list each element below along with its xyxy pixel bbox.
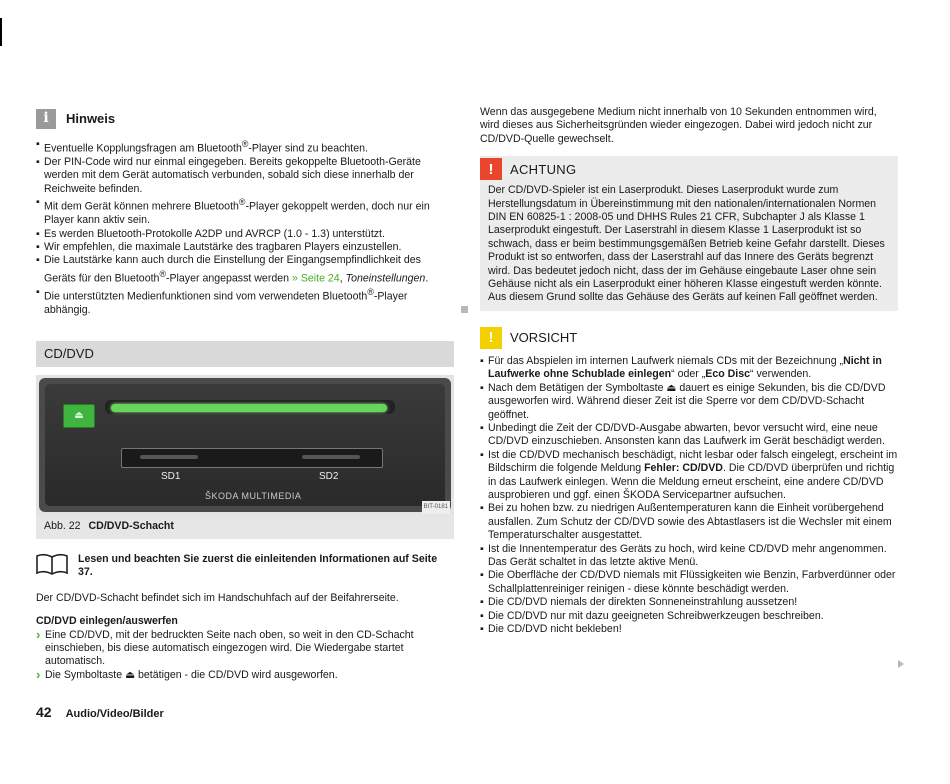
sd1-slot (140, 455, 198, 459)
list-item: ▪ Eventuelle Kopplungsfragen am Bluetooth®-Player sind zu beachten. (36, 138, 454, 156)
cd-slot (111, 404, 387, 412)
list-item: ▪ Es werden Bluetooth-Protokolle A2DP und AVRCP (1.0 - 1.3) unterstützt. (36, 228, 454, 241)
hint-list (36, 138, 454, 317)
insert-heading: CD/DVD einlegen/auswerfen (36, 615, 178, 628)
step-item: › Eine CD/DVD, mit der bedruckten Seite nach oben, so weit in den CD-Schacht einschieben, bis diese automatisch eingezogen wird. Die Wiedergabe startet automatisch. (36, 629, 454, 669)
read-first-text: Lesen und beachten Sie zuerst die einleitenden Informationen auf Seite 37. (78, 553, 438, 579)
sd2-slot (302, 455, 360, 459)
insert-steps (36, 629, 454, 683)
read-first-note (36, 553, 454, 580)
list-item: ▪ Mit dem Gerät können mehrere Bluetooth®-Player gekoppelt werden, doch nur ein Player kann aktiv sein. (36, 196, 454, 227)
caution-list (480, 355, 898, 637)
warning-title: ACHTUNG (510, 161, 577, 177)
sd1-label: SD1 (161, 471, 181, 482)
intro-paragraph: Der CD/DVD-Schacht befindet sich im Handschuhfach auf der Beifahrerseite. (36, 591, 399, 604)
figure-caption (36, 515, 454, 539)
list-item: ▪ Die CD/DVD nur mit dazu geeigneten Schreibwerkzeugen beschreiben. (480, 610, 898, 623)
eject-button: ⏏ (63, 404, 95, 428)
figure-id: BIT-0181 (422, 501, 450, 514)
list-item: ▪ Für das Abspielen im internen Laufwerk niemals CDs mit der Bezeichnung „Nicht in Laufwerke ohne Schublade einlegen“ oder „Eco Disc“ verwenden. (480, 355, 898, 382)
list-item: ▪ Der PIN-Code wird nur einmal eingegeben. Bereits gekoppelte Bluetooth-Geräte werden mit dem Gerät automatisch verbunden, sobald sich diese innerhalb der Reichweite befinden. (36, 156, 454, 196)
list-item: ▪ Unbedingt die Zeit der CD/DVD-Ausgabe abwarten, bevor versucht wird, eine neue CD/DVD einzuschieben. Ansonsten kann das Laufwerk im Gerät beschädigt werden. (480, 422, 898, 449)
caption-number: Abb. 22 (44, 520, 81, 533)
left-column (36, 106, 454, 682)
info-icon: i (36, 109, 56, 129)
list-item: ▪ Nach dem Betätigen der Symboltaste ⏏ dauert es einige Sekunden, bis die CD/DVD ausgeworfen wird. Während dieser Zeit ist die Sperre vor dem CD/DVD-Schacht geöffnet. (480, 382, 898, 422)
warning-icon: ! (480, 158, 502, 180)
list-item: ▪ Ist die CD/DVD mechanisch beschädigt, nicht lesbar oder falsch eingelegt, erscheint im Bildschirm die folgende Meldung Fehler: CD/DVD. Die CD/DVD überprüfen und richtig in das Laufwerk einlegen. Wenn die Meldung erneut erscheint, eine andere CD/DVD ausprobieren und ggf. einen ŠKODA Servicepartner aufsuchen. (480, 449, 898, 503)
list-item: ▪ Wir empfehlen, die maximale Lautstärke des tragbaren Players einzustellen. (36, 241, 454, 254)
list-item: ▪ Die Oberfläche der CD/DVD niemals mit Flüssigkeiten wie Benzin, Farbverdünner oder Schallplattenreiniger reinigen - diese könnte beschädigt werden. (480, 569, 898, 596)
continue-arrow-icon (898, 660, 904, 668)
page-number: 42 (36, 704, 52, 720)
page-footer (36, 706, 164, 721)
step-item: › Die Symboltaste ⏏ betätigen - die CD/DVD wird ausgeworfen. (36, 669, 454, 682)
caution-title: VORSICHT (510, 330, 578, 346)
list-item: ▪ Bei zu hohen bzw. zu niedrigen Außentemperaturen kann die Einheit vorübergehend ausfallen. Zum Schutz der CD/DVD sowie des Abtastlasers ist die Wechsler mit einem Temperaturschalter ausgestattet. (480, 502, 898, 542)
caution-header (480, 325, 898, 351)
hint-title: Hinweis (66, 111, 116, 127)
warning-header (480, 156, 898, 182)
cd-dvd-slot-figure (36, 375, 454, 515)
hint-header (36, 106, 454, 132)
caution-icon: ! (480, 327, 502, 349)
section-title: CD/DVD (36, 341, 454, 367)
crop-mark (0, 18, 2, 46)
list-item: ▪ Die CD/DVD nicht bekleben! (480, 623, 898, 636)
caption-title: CD/DVD-Schacht (88, 520, 174, 533)
warning-text: Der CD/DVD-Spieler ist ein Laserprodukt. Dieses Laserprodukt wurde zum Herstellungsdatum in Übereinstimmung mit den nationalen/internationalen Normen DIN EN 60825-1 : 2008-05 und DHHS Rules 21 CFR, Subchapter J als Klasse 1 Laserprodukt eingestuft. Der Laserstrahl in diesem Klasse 1 Laserprodukt ist so schwach, dass er beim bestimmungsgemäßen Betrieb keine Gefahr darstellt. Dieses Produkt ist so entworfen, dass der Laserstrahl auf das Innere des Geräts begrenzt wird. Das bedeutet jedoch nicht, dass der im Gehäuse eingebaute Laser ohne sein Gehäuse nicht als ein Laserprodukt einer höheren Klasse eingestuft werden könnte. Aus diesem Grund sollte das Gehäuse des Geräts auf keinen Fall geöffnet werden. (488, 184, 885, 304)
right-intro: Wenn das ausgegebene Medium nicht innerhalb von 10 Sekunden entnommen wird, wird dieses aus Sicherheitsgründen wieder eingezogen. Dabei wird jedoch nicht zur CD/DVD-Quelle gewechselt. (480, 106, 877, 145)
list-item: ▪ Ist die Innentemperatur des Geräts zu hoch, wird keine CD/DVD mehr angenommen. Das Gerät schaltet in das letzte aktive Menü. (480, 543, 898, 570)
list-item: ▪ Die CD/DVD niemals der direkten Sonneneinstrahlung aussetzen! (480, 596, 898, 609)
warning-box (480, 156, 898, 311)
sd2-label: SD2 (319, 471, 339, 482)
chapter-title: Audio/Video/Bilder (65, 708, 164, 720)
book-icon (36, 553, 68, 575)
page-link[interactable]: » Seite 24 (291, 272, 340, 285)
right-column (480, 106, 898, 636)
sd-card-bar (121, 448, 383, 468)
brand-label: ŠKODA MULTIMEDIA (205, 491, 302, 501)
list-item: ▪ Die unterstützten Medienfunktionen sind vom verwendeten Bluetooth®-Player abhängig. (36, 286, 454, 317)
device-panel (39, 378, 451, 512)
list-item: ▪ Die Lautstärke kann auch durch die Einstellung der Eingangsempfindlichkeit des Geräts für den Bluetooth®-Player angepasst werden » Seite 24, Toneinstellungen. (36, 254, 454, 285)
